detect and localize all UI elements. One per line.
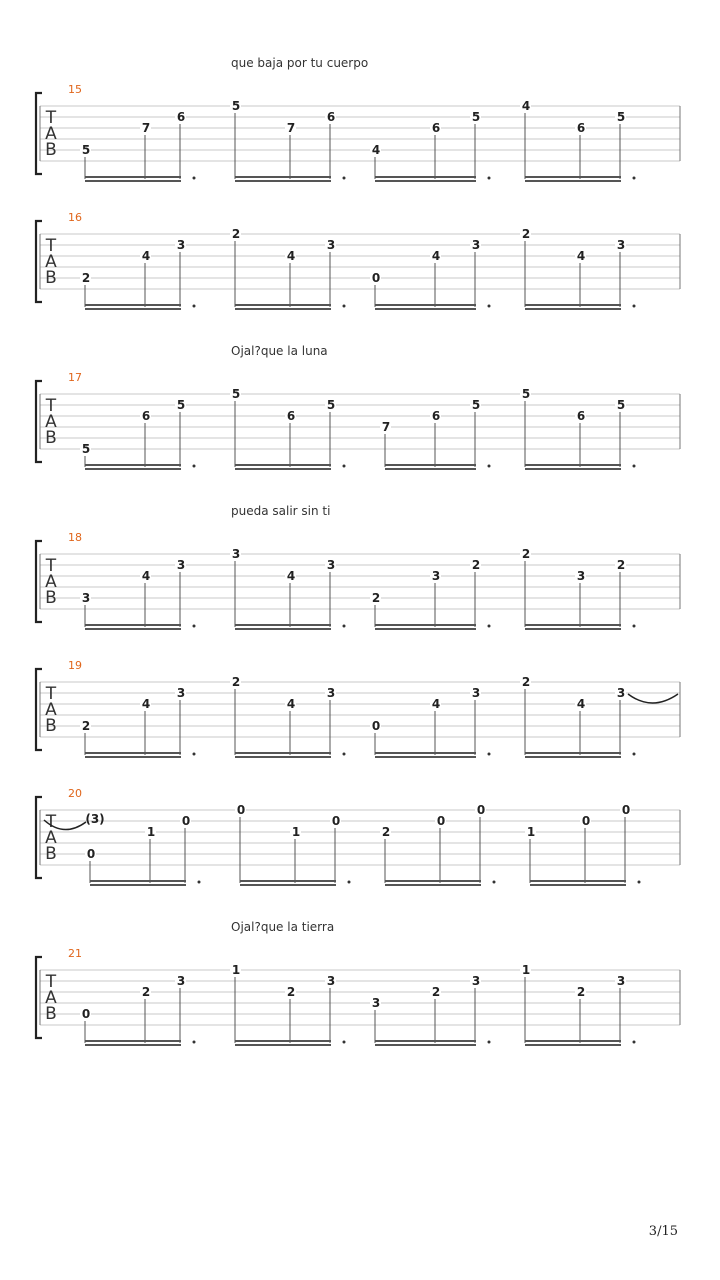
note-beam [530, 884, 626, 886]
note-beam [375, 176, 476, 178]
note-beam [85, 756, 181, 758]
tab-clef-letter: T [45, 684, 57, 704]
measure-number: 15 [68, 83, 82, 96]
rhythm-dot [488, 465, 491, 468]
tab-clef-letter: A [45, 124, 57, 144]
note-beam [235, 628, 331, 630]
fret-number: 1 [526, 825, 536, 839]
fret-number: 0 [371, 271, 381, 285]
fret-number: 3 [471, 686, 481, 700]
note-beam [240, 884, 336, 886]
note-beam [525, 628, 621, 630]
fret-number: 6 [576, 409, 586, 423]
fret-number: 1 [231, 963, 241, 977]
fret-number: 6 [176, 110, 186, 124]
fret-number: 2 [616, 558, 626, 572]
fret-number: 1 [146, 825, 156, 839]
rhythm-dot [638, 881, 641, 884]
fret-number: 4 [576, 249, 586, 263]
note-beam [385, 464, 476, 466]
rhythm-dot [633, 1041, 636, 1044]
fret-number: 3 [616, 686, 626, 700]
fret-number: 4 [431, 697, 441, 711]
rhythm-dot [633, 305, 636, 308]
fret-number: 0 [371, 719, 381, 733]
lyric-line: Ojal?que la tierra [231, 920, 335, 934]
tab-clef-letter: B [45, 140, 57, 160]
fret-number: 3 [326, 558, 336, 572]
note-beam [85, 468, 181, 470]
rhythm-dot [343, 1041, 346, 1044]
tab-clef-letter: B [45, 1004, 57, 1024]
fret-number: 5 [81, 143, 91, 157]
fret-number: 4 [431, 249, 441, 263]
note-beam [385, 880, 481, 882]
fret-number: 3 [326, 238, 336, 252]
rhythm-dot [633, 625, 636, 628]
note-beam [525, 176, 621, 178]
note-beam [90, 884, 186, 886]
tab-system [36, 504, 680, 630]
fret-number: 0 [331, 814, 341, 828]
note-beam [235, 308, 331, 310]
rhythm-dot [488, 177, 491, 180]
note-beam [525, 464, 621, 466]
fret-number: 4 [141, 697, 151, 711]
fret-number: 3 [616, 974, 626, 988]
fret-number: 2 [521, 227, 531, 241]
note-beam [235, 756, 331, 758]
tab-system [36, 787, 680, 886]
lyric-line: que baja por tu cuerpo [231, 56, 369, 70]
system-bracket [36, 381, 42, 462]
note-beam [85, 176, 181, 178]
note-beam [85, 752, 181, 754]
fret-number: 4 [576, 697, 586, 711]
note-beam [85, 464, 181, 466]
system-bracket [36, 221, 42, 302]
note-beam [85, 1040, 181, 1042]
fret-number: 7 [381, 420, 391, 434]
fret-number: 7 [286, 121, 296, 135]
fret-number: 4 [521, 99, 531, 113]
fret-number: 2 [521, 547, 531, 561]
fret-number: 0 [436, 814, 446, 828]
note-beam [235, 752, 331, 754]
note-beam [235, 180, 331, 182]
fret-number: 4 [286, 697, 296, 711]
page-number: 3/15 [648, 1224, 678, 1239]
note-beam [85, 304, 181, 306]
fret-number: 6 [431, 121, 441, 135]
tab-clef-letter: T [45, 396, 57, 416]
tab-system [36, 344, 680, 470]
tab-clef-letter: A [45, 828, 57, 848]
tab-clef-letter: A [45, 988, 57, 1008]
fret-number: 3 [616, 238, 626, 252]
note-beam [385, 884, 481, 886]
fret-number: 5 [616, 110, 626, 124]
tab-systems [36, 56, 680, 1046]
tie-arc [628, 694, 678, 703]
fret-number: 5 [326, 398, 336, 412]
fret-number: 0 [181, 814, 191, 828]
note-beam [375, 1040, 476, 1042]
fret-number: 0 [621, 803, 631, 817]
fret-number: 2 [371, 591, 381, 605]
rhythm-dot [348, 881, 351, 884]
tab-clef-letter: A [45, 700, 57, 720]
fret-number: 5 [521, 387, 531, 401]
rhythm-dot [343, 305, 346, 308]
note-beam [235, 304, 331, 306]
rhythm-dot [488, 625, 491, 628]
rhythm-dot [343, 465, 346, 468]
fret-number: 4 [286, 249, 296, 263]
rhythm-dot [193, 1041, 196, 1044]
note-beam [530, 880, 626, 882]
fret-number: 2 [81, 271, 91, 285]
tab-clef-letter: B [45, 844, 57, 864]
fret-number: 0 [236, 803, 246, 817]
fret-number: 0 [86, 847, 96, 861]
rhythm-dot [343, 753, 346, 756]
fret-number: 0 [581, 814, 591, 828]
note-beam [525, 468, 621, 470]
fret-number: 2 [81, 719, 91, 733]
rhythm-dot [343, 625, 346, 628]
fret-number: 5 [81, 442, 91, 456]
fret-number: 3 [81, 591, 91, 605]
system-bracket [36, 797, 42, 878]
note-beam [85, 628, 181, 630]
rhythm-dot [633, 753, 636, 756]
fret-number: 3 [431, 569, 441, 583]
fret-number: 3 [576, 569, 586, 583]
note-beam [85, 1044, 181, 1046]
note-beam [90, 880, 186, 882]
measure-number: 20 [68, 787, 82, 800]
note-beam [525, 752, 621, 754]
tab-clef-letter: B [45, 716, 57, 736]
tab-clef-letter: T [45, 108, 57, 128]
fret-number: 2 [576, 985, 586, 999]
note-beam [375, 180, 476, 182]
note-beam [525, 304, 621, 306]
note-beam [85, 180, 181, 182]
rhythm-dot [193, 465, 196, 468]
fret-number: 6 [431, 409, 441, 423]
note-beam [235, 176, 331, 178]
measure-number: 17 [68, 371, 82, 384]
rhythm-dot [493, 881, 496, 884]
fret-number: 5 [231, 387, 241, 401]
rhythm-dot [193, 305, 196, 308]
measure-number: 16 [68, 211, 82, 224]
fret-number: 3 [176, 974, 186, 988]
tab-clef-letter: A [45, 252, 57, 272]
rhythm-dot [193, 753, 196, 756]
measure-number: 18 [68, 531, 82, 544]
rhythm-dot [198, 881, 201, 884]
note-beam [235, 1044, 331, 1046]
fret-number: 1 [291, 825, 301, 839]
lyric-line: pueda salir sin ti [231, 504, 331, 518]
measure-number: 21 [68, 947, 82, 960]
system-bracket [36, 541, 42, 622]
fret-number: 3 [371, 996, 381, 1010]
tab-system [36, 659, 680, 758]
fret-number: 5 [471, 398, 481, 412]
rhythm-dot [488, 1041, 491, 1044]
fret-number: 3 [471, 974, 481, 988]
fret-number: 5 [231, 99, 241, 113]
rhythm-dot [488, 305, 491, 308]
fret-number: 6 [141, 409, 151, 423]
tab-clef-letter: B [45, 428, 57, 448]
fret-number: 4 [371, 143, 381, 157]
note-beam [525, 624, 621, 626]
tab-clef-letter: T [45, 236, 57, 256]
fret-number: 0 [476, 803, 486, 817]
fret-number: 3 [471, 238, 481, 252]
fret-number: 2 [141, 985, 151, 999]
note-beam [235, 468, 331, 470]
note-beam [375, 752, 476, 754]
fret-number: 7 [141, 121, 151, 135]
fret-number: 3 [176, 686, 186, 700]
fret-number: 4 [141, 249, 151, 263]
measure-number: 19 [68, 659, 82, 672]
note-beam [235, 464, 331, 466]
rhythm-dot [488, 753, 491, 756]
tied-fret-number: (3) [85, 812, 105, 826]
system-bracket [36, 957, 42, 1038]
fret-number: 3 [326, 974, 336, 988]
note-beam [525, 1040, 621, 1042]
note-beam [525, 756, 621, 758]
note-beam [235, 624, 331, 626]
note-beam [375, 304, 476, 306]
fret-number: 2 [286, 985, 296, 999]
tab-clef-letter: B [45, 588, 57, 608]
note-beam [240, 880, 336, 882]
note-beam [375, 1044, 476, 1046]
note-beam [525, 180, 621, 182]
fret-number: 6 [326, 110, 336, 124]
note-beam [85, 624, 181, 626]
fret-number: 2 [471, 558, 481, 572]
rhythm-dot [633, 465, 636, 468]
fret-number: 5 [616, 398, 626, 412]
fret-number: 4 [286, 569, 296, 583]
fret-number: 1 [521, 963, 531, 977]
lyric-line: Ojal?que la luna [231, 344, 328, 358]
rhythm-dot [343, 177, 346, 180]
note-beam [375, 624, 476, 626]
fret-number: 3 [176, 238, 186, 252]
fret-number: 2 [521, 675, 531, 689]
fret-number: 2 [381, 825, 391, 839]
note-beam [235, 1040, 331, 1042]
fret-number: 5 [471, 110, 481, 124]
fret-number: 2 [231, 675, 241, 689]
tab-clef-letter: A [45, 412, 57, 432]
note-beam [375, 756, 476, 758]
fret-number: 3 [326, 686, 336, 700]
tab-system [36, 920, 680, 1046]
note-beam [525, 1044, 621, 1046]
fret-number: 6 [286, 409, 296, 423]
fret-number: 6 [576, 121, 586, 135]
tab-clef-letter: T [45, 972, 57, 992]
rhythm-dot [193, 625, 196, 628]
tab-system [36, 211, 680, 310]
system-bracket [36, 93, 42, 174]
tab-system [36, 56, 680, 182]
tab-clef-letter: T [45, 812, 57, 832]
fret-number: 3 [231, 547, 241, 561]
tab-clef-letter: A [45, 572, 57, 592]
fret-number: 5 [176, 398, 186, 412]
tab-clef-letter: T [45, 556, 57, 576]
note-beam [85, 308, 181, 310]
system-bracket [36, 669, 42, 750]
note-beam [375, 628, 476, 630]
note-beam [525, 308, 621, 310]
fret-number: 2 [431, 985, 441, 999]
rhythm-dot [633, 177, 636, 180]
fret-number: 0 [81, 1007, 91, 1021]
fret-number: 3 [176, 558, 186, 572]
fret-number: 4 [141, 569, 151, 583]
fret-number: 2 [231, 227, 241, 241]
tab-clef-letter: B [45, 268, 57, 288]
rhythm-dot [193, 177, 196, 180]
note-beam [385, 468, 476, 470]
note-beam [375, 308, 476, 310]
